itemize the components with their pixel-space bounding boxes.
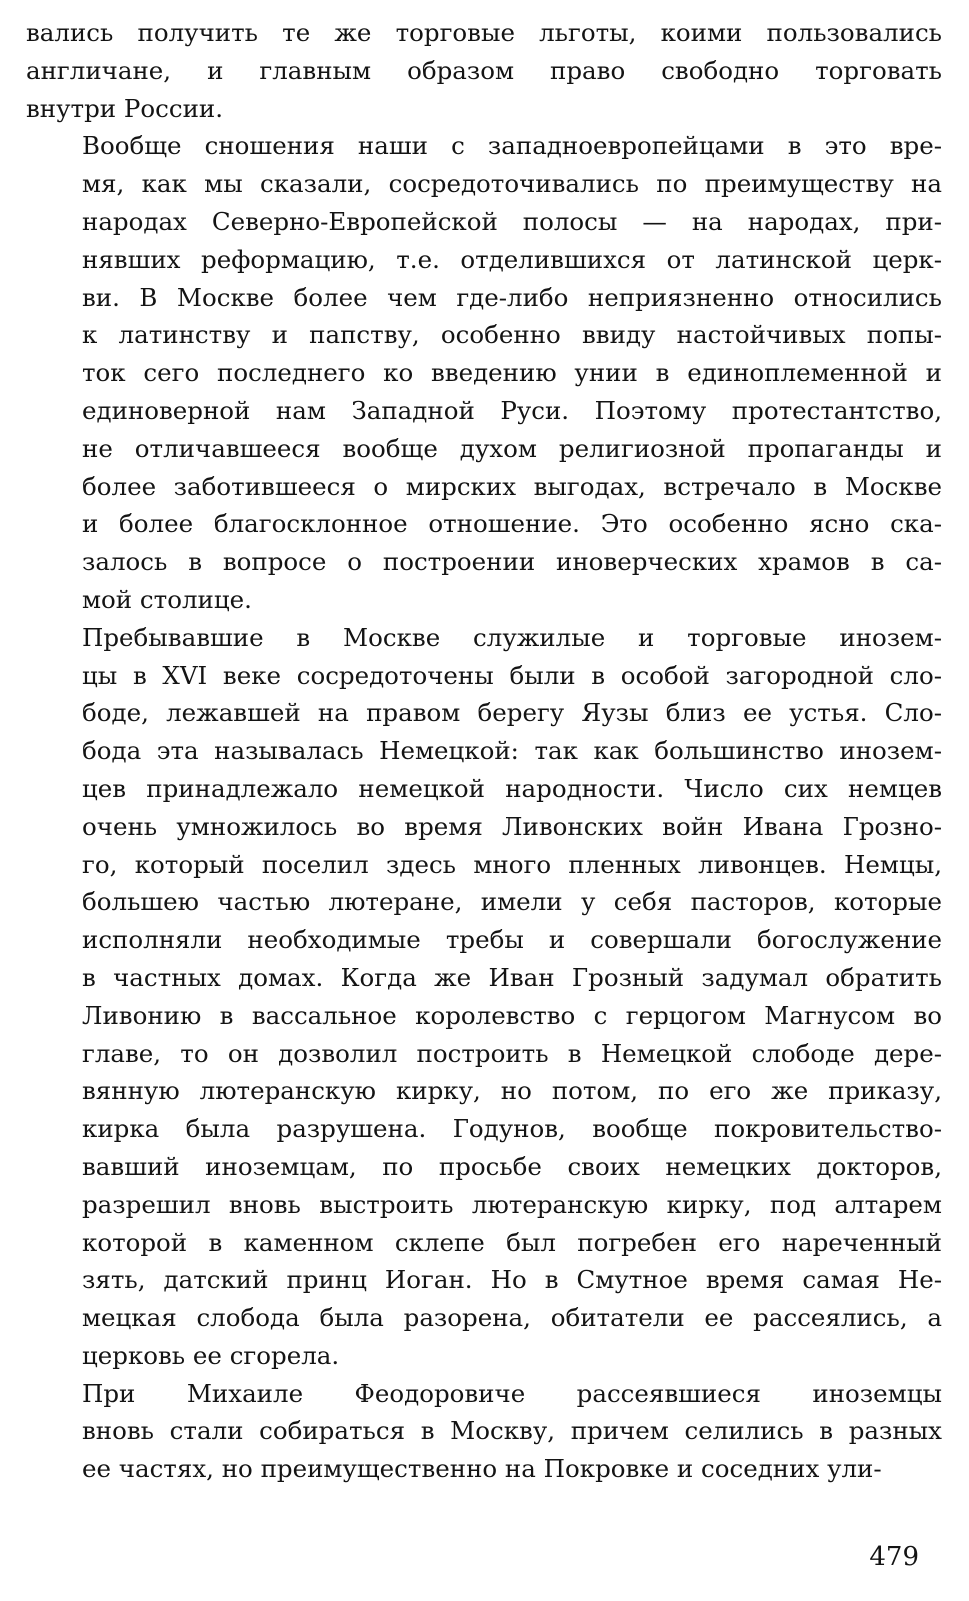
paragraph	[26, 1375, 942, 1488]
text-line: При Михаиле Феодоровиче рассеявшиеся иноземцы	[82, 1378, 942, 1408]
paragraph	[26, 619, 942, 1375]
book-page-text	[26, 14, 942, 1488]
text-line: разрешил вновь выстроить лютеранскую кирку, под алтарем	[82, 1189, 942, 1219]
text-line: в частных домах. Когда же Иван Грозный задумал обратить	[82, 962, 942, 992]
text-line: к латинству и папству, особенно ввиду настойчивых попы-	[82, 320, 942, 350]
text-line: Вообще сношения наши с западноевропейцами в это вре-	[82, 131, 942, 161]
text-line: вновь стали собираться в Москву, причем селились в разных	[82, 1416, 942, 1446]
text-line: ви. В Москве более чем где-либо неприязненно относились	[82, 282, 942, 312]
text-line: и более благосклонное отношение. Это особенно ясно ска-	[82, 509, 942, 539]
text-line: ее частях, но преимущественно на Покровке и соседних ули-	[82, 1454, 882, 1484]
text-line: большею частью лютеране, имели у себя пасторов, которые	[82, 887, 942, 917]
text-line: более заботившееся о мирских выгодах, встречало в Москве	[82, 471, 942, 501]
text-line: мой столице.	[82, 584, 252, 614]
paragraph	[26, 127, 942, 618]
text-line: народах Северно-Европейской полосы — на народах, при-	[82, 206, 942, 236]
text-line: которой в каменном склепе был погребен его нареченный	[82, 1227, 942, 1257]
text-line: бода эта называлась Немецкой: так как большинство инозем-	[82, 736, 942, 766]
text-line: исполняли необходимые требы и совершали богослужение	[82, 925, 942, 955]
text-line: цы в XVI веке сосредоточены были в особой загородной сло-	[82, 660, 942, 690]
text-line: очень умножилось во время Ливонских войн Ивана Грозно-	[82, 811, 942, 841]
text-line: церковь ее сгорела.	[82, 1340, 340, 1370]
text-line: главе, то он дозволил построить в Немецкой слободе дере-	[82, 1038, 942, 1068]
text-line: внутри России.	[26, 93, 224, 123]
paragraph	[26, 14, 942, 127]
text-line: мецкая слобода была разорена, обитатели ее рассеялись, а	[82, 1303, 942, 1333]
text-line: зять, датский принц Иоган. Но в Смутное время самая Не-	[82, 1265, 942, 1295]
text-line: вавший иноземцам, по просьбе своих немецких докторов,	[82, 1151, 942, 1181]
page-number: 479	[869, 1542, 919, 1572]
text-line: кирка была разрушена. Годунов, вообще покровительство-	[82, 1114, 942, 1144]
text-line: мя, как мы сказали, сосредоточивались по преимуществу на	[82, 169, 942, 199]
text-line: вались получить те же торговые льготы, коими пользовались	[26, 18, 942, 47]
text-line: цев принадлежало немецкой народности. Число сих немцев	[82, 773, 942, 803]
text-line: вянную лютеранскую кирку, но потом, по его же приказу,	[82, 1076, 942, 1106]
text-line: залось в вопросе о построении иноверческих храмов в са-	[82, 547, 942, 577]
text-line: не отличавшееся вообще духом религиозной пропаганды и	[82, 433, 942, 463]
text-line: нявших реформацию, т.е. отделившихся от латинской церк-	[82, 244, 942, 274]
text-line: боде, лежавшей на правом берегу Яузы близ ее устья. Сло-	[82, 698, 942, 728]
text-line: ток сего последнего ко введению унии в единоплеменной и	[82, 358, 942, 388]
text-line: Ливонию в вассальное королевство с герцогом Магнусом во	[82, 1000, 942, 1030]
text-line: Пребывавшие в Москве служилые и торговые инозем-	[82, 622, 942, 652]
text-line: единоверной нам Западной Руси. Поэтому протестантство,	[82, 395, 942, 425]
text-line: англичане, и главным образом право свободно торговать	[26, 55, 942, 85]
text-line: го, который поселил здесь много пленных ливонцев. Немцы,	[82, 849, 942, 879]
